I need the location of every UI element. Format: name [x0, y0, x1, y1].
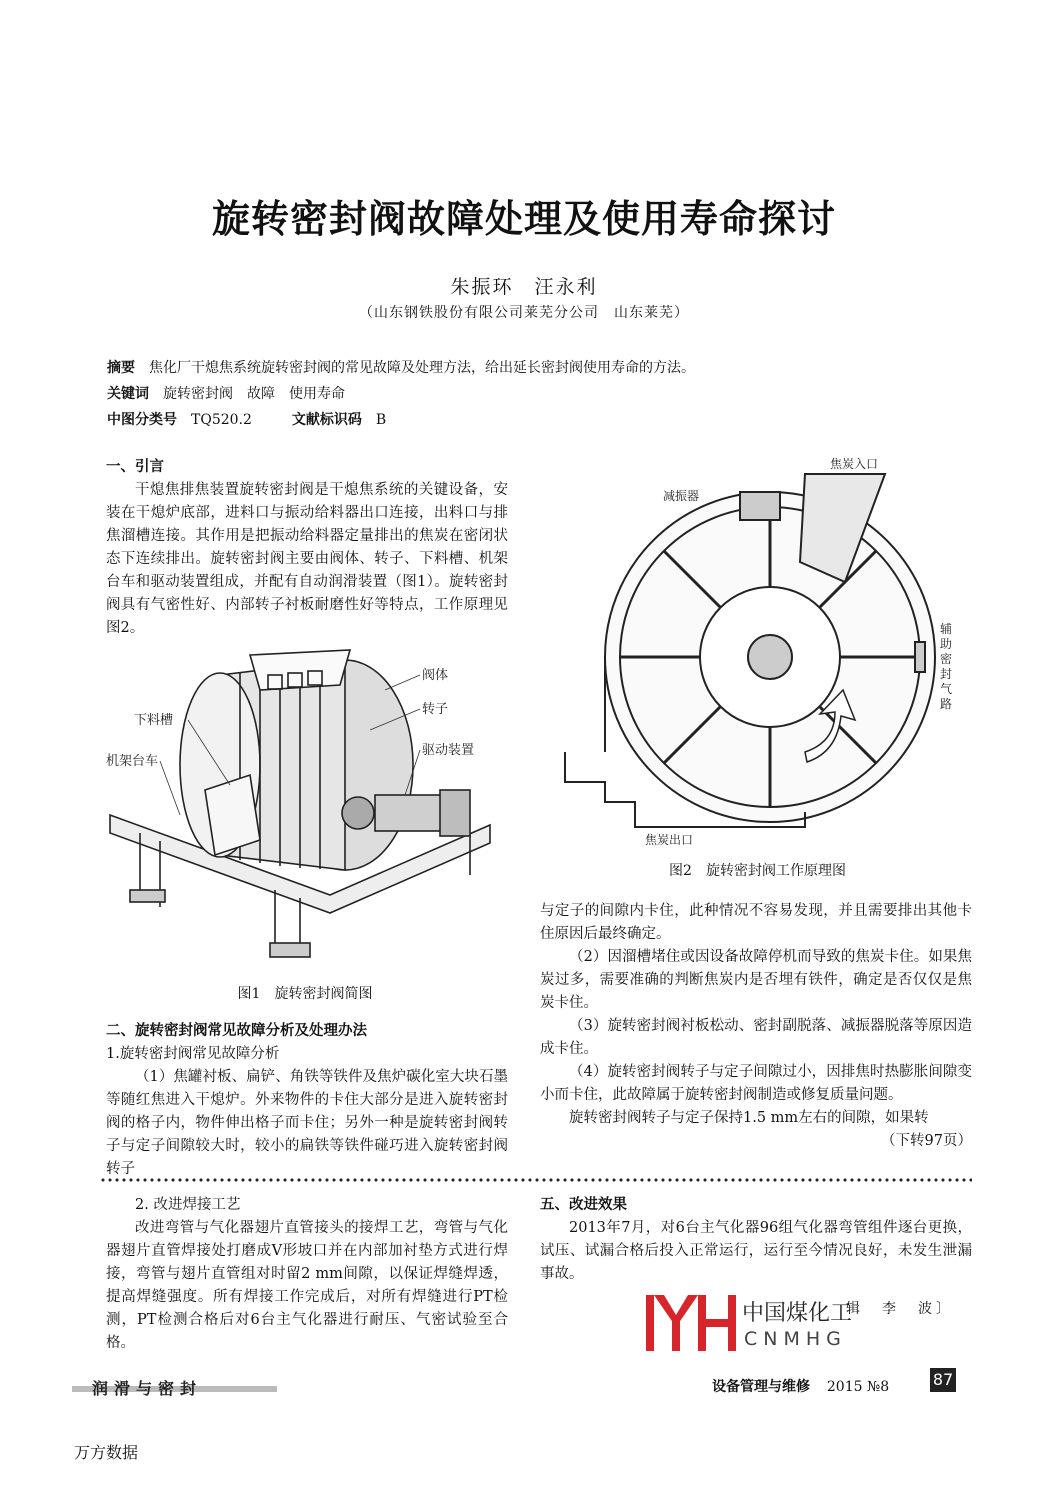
fault-paragraph-1-continued: 与定子的间隙内卡住，此种情况不容易发现，并且需要排出其他卡住原因后最终确定。	[540, 903, 972, 942]
author-affiliation: （山东钢铁股份有限公司莱芜分公司 山东莱芜）	[359, 305, 689, 321]
fig2-label-aux-seal: 辅助密封气路	[940, 622, 953, 711]
logo-text-cn: 中国煤化工	[742, 1301, 853, 1326]
fault-paragraph-4: （4）旋转密封阀转子与定子间隙过小，因排焦时热膨胀间隙变小而卡住，此故障属于旋转密封阀制造或修复质量问题。	[540, 1064, 972, 1103]
figure-2-caption: 图2 旋转密封阀工作原理图	[669, 863, 846, 879]
section-heading-intro: 一、引言	[106, 459, 164, 475]
results-paragraph: 2013年7月，对6台主气化器96组气化器弯管组件逐台更换，试压、试漏合格后投入正常运行，运行至今情况良好，未发生泄漏事故。	[540, 1220, 972, 1282]
welding-section	[106, 1194, 508, 1355]
fig1-label-rotor: 转子	[422, 702, 449, 717]
continued-note: （下转97页）	[881, 1133, 972, 1149]
wanfang-watermark: 万方数据	[74, 1443, 139, 1462]
section-heading-faults: 二、旋转密封阀常见故障分析及处理办法	[106, 1023, 367, 1039]
abstract	[107, 357, 695, 377]
subsection-heading-fault-analysis: 1.旋转密封阀常见故障分析	[106, 1046, 280, 1062]
fault-section	[106, 1020, 508, 1181]
fault-paragraph-3: （3）旋转密封阀衬板松动、密封副脱落、减振器脱落等原因造成卡住。	[540, 1018, 972, 1057]
paper-title: 旋转密封阀故障处理及使用寿命探讨	[211, 197, 836, 241]
results-heading: 五、改进效果	[540, 1197, 627, 1213]
keywords-text: 旋转密封阀 故障 使用寿命	[163, 386, 345, 402]
logo-text-en: CNMHG	[744, 1328, 847, 1350]
figure-1	[100, 645, 510, 975]
footer-issue: 2015 №8	[826, 1379, 890, 1395]
footer-left-journal: 润滑与密封	[92, 1379, 203, 1398]
section-divider	[100, 1177, 972, 1183]
cnmhg-logo-icon	[646, 1293, 738, 1353]
keywords-label: 关键词	[107, 386, 149, 402]
fault-continuation	[540, 900, 972, 1153]
intro-section	[106, 456, 508, 640]
results-section	[540, 1194, 972, 1286]
fig1-label-chute: 下料槽	[134, 713, 174, 728]
intro-paragraph: 干熄焦排焦装置旋转密封阀是干熄焦系统的关键设备，安装在干熄炉底部，进料口与振动给料器出口连接，出料口与排焦溜槽连接。其作用是把振动给料器定量排出的焦炭在密闭状态下连续排出。旋转密封阀主要由阀体、转子、下料槽、机架台车和驱动装置组成，并配有自动润滑装置（图1）。旋转密封阀具有气密性好、内部转子衬板耐磨性好等特点，工作原理见图2。	[106, 482, 508, 636]
classification-value: TQ520.2	[191, 412, 252, 428]
welding-heading: 2. 改进焊接工艺	[135, 1197, 241, 1213]
welding-paragraph: 改进弯管与气化器翅片直管接头的接焊工艺，弯管与气化器翅片直管焊接处打磨成V形坡口并在内部加衬垫方式进行焊接，弯管与翅片直管组对时留2 mm间隙，以保证焊缝焊透，提高焊缝强度。所有焊接工作完成后，对所有焊缝进行PT检测，PT检测合格后对6台主气化器进行耐压、气密试验至合格。	[106, 1220, 508, 1351]
footer-journal: 设备管理与维修	[712, 1379, 810, 1395]
figure-2	[545, 452, 970, 857]
keywords	[107, 383, 345, 403]
fig1-label-body: 阀体	[422, 668, 449, 683]
abstract-label: 摘要	[107, 360, 135, 376]
footer-journal-info	[712, 1376, 889, 1396]
fault-paragraph-5: 旋转密封阀转子与定子保持1.5 mm左右的间隙，如果转	[569, 1110, 929, 1126]
fig2-label-inlet: 焦炭入口	[830, 457, 879, 471]
fault-paragraph-1: （1）焦罐衬板、扁铲、角铁等铁件及焦炉碳化室大块石墨等随红焦进入干熄炉。外来物件的卡住大部分是进入旋转密封阀的格子内，物件伸出格子而卡住；另外一种是旋转密封阀转子与定子间隙较大时，较小的扁铁等铁件碰巧进入旋转密封阀转子	[106, 1069, 508, 1177]
footer-journal-banner	[72, 1378, 277, 1398]
paper-authors: 朱振环 汪永利	[450, 276, 598, 298]
doc-code-value: B	[375, 412, 387, 428]
fig1-label-frame: 机架台车	[106, 754, 159, 769]
fig2-label-damper: 减振器	[663, 489, 700, 503]
fig2-label-outlet: 焦炭出口	[645, 833, 694, 847]
classification	[107, 409, 386, 429]
classification-label: 中图分类号	[107, 412, 177, 428]
working-principle-drawing	[545, 452, 970, 857]
editor-note: 辑 李 波〕	[846, 1301, 954, 1317]
fault-paragraph-2: （2）因溜槽堵住或因设备故障停机而导致的焦炭卡住。如果焦炭过多，需要准确的判断焦炭内是否埋有铁件，确定是否仅仅是焦炭卡住。	[540, 949, 972, 1011]
doc-code-label: 文献标识码	[291, 412, 362, 428]
figure-1-caption: 图1 旋转密封阀简图	[237, 986, 373, 1002]
page-number: 87	[930, 1368, 956, 1392]
rotary-valve-drawing	[100, 645, 510, 975]
abstract-text: 焦化厂干熄焦系统旋转密封阀的常见故障及处理方法，给出延长密封阀使用寿命的方法。	[149, 360, 695, 376]
fig1-label-drive: 驱动装置	[422, 743, 475, 758]
